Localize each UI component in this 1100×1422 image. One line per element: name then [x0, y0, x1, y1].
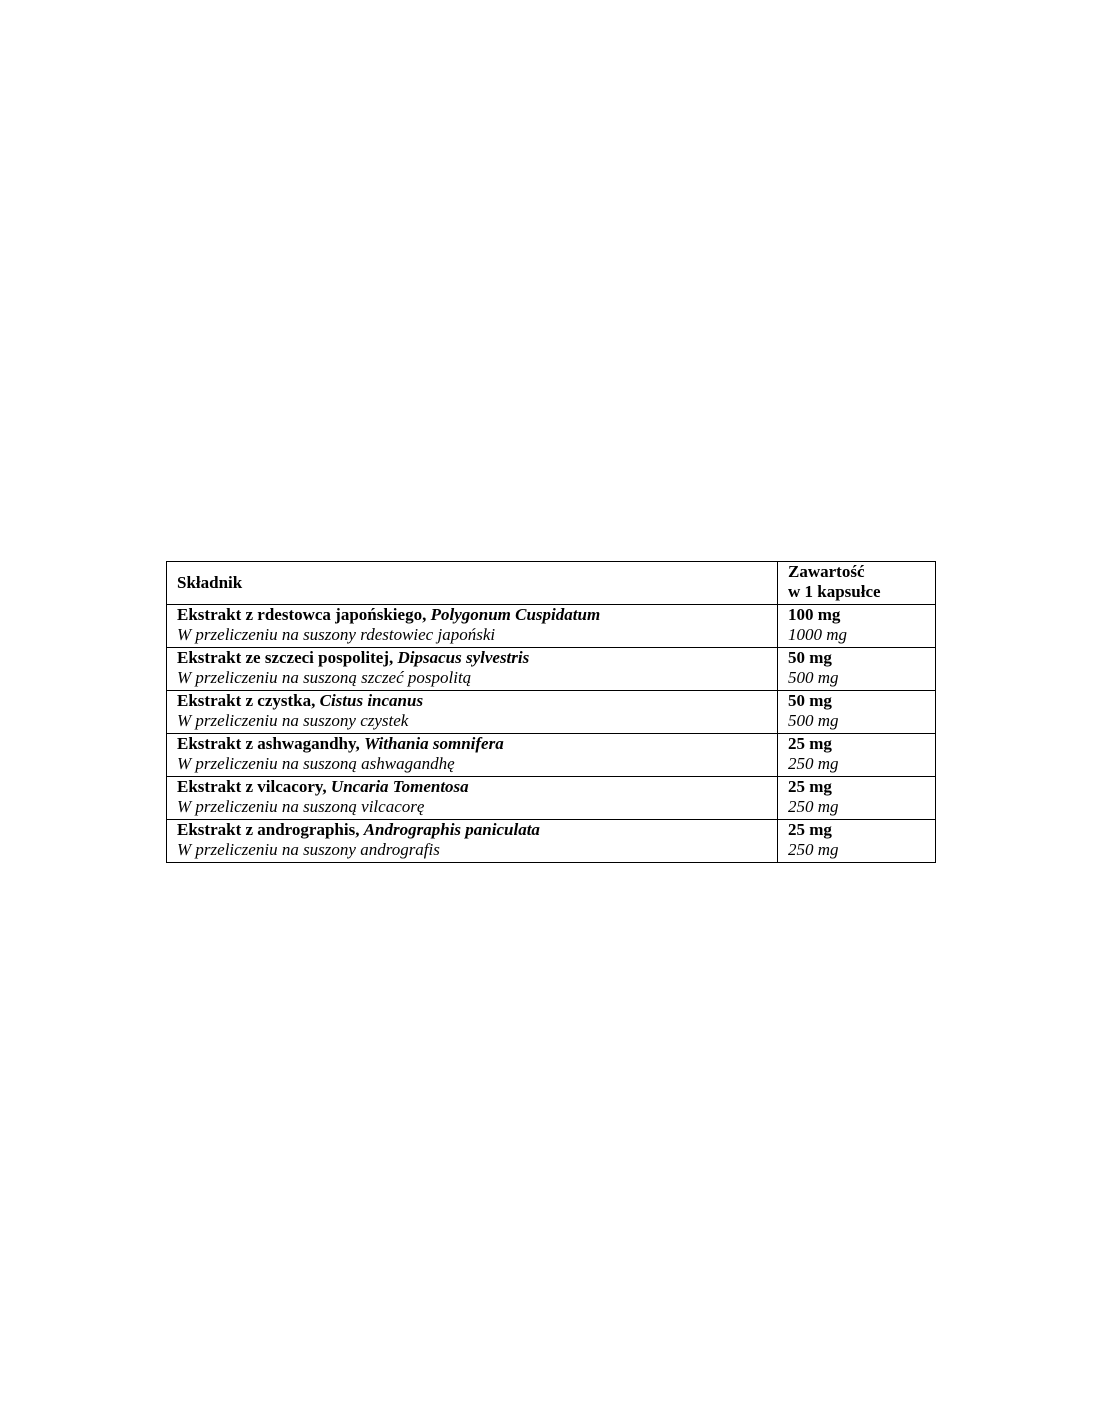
ingredient-name: Ekstrakt z rdestowca japońskiego,	[177, 605, 431, 624]
table-row	[167, 777, 936, 820]
ingredient-name: Ekstrakt ze szczeci pospolitej,	[177, 648, 398, 667]
amount-cell	[778, 820, 936, 863]
ingredient-cell	[167, 734, 778, 777]
amount-value: 25 mg	[788, 734, 832, 753]
header-ingredient: Składnik	[167, 562, 778, 605]
amount-value: 25 mg	[788, 777, 832, 796]
amount-value: 100 mg	[788, 605, 841, 624]
ingredient-latin-name: Withania somnifera	[364, 734, 504, 753]
ingredient-latin-name: Andrographis paniculata	[363, 820, 540, 839]
equivalent-value: 500 mg	[788, 668, 839, 687]
ingredient-note: W przeliczeniu na suszoną szczeć pospolitą	[177, 668, 472, 687]
amount-value: 50 mg	[788, 648, 832, 667]
table-row	[167, 605, 936, 648]
equivalent-value: 500 mg	[788, 711, 839, 730]
amount-value: 25 mg	[788, 820, 832, 839]
amount-cell	[778, 777, 936, 820]
table-row	[167, 691, 936, 734]
ingredient-latin-name: Dipsacus sylvestris	[397, 648, 530, 667]
table-row	[167, 734, 936, 777]
ingredient-note: W przeliczeniu na suszony czystek	[177, 711, 409, 730]
amount-cell	[778, 734, 936, 777]
table-row	[167, 648, 936, 691]
ingredient-latin-name: Polygonum Cuspidatum	[430, 605, 601, 624]
ingredient-cell	[167, 820, 778, 863]
header-content	[778, 562, 936, 605]
header-content-line2: w 1 kapsułce	[788, 582, 881, 601]
ingredient-name: Ekstrakt z czystka,	[177, 691, 320, 710]
equivalent-value: 1000 mg	[788, 625, 848, 644]
header-content-line1: Zawartość	[788, 562, 865, 581]
ingredient-latin-name: Cistus incanus	[319, 691, 424, 710]
ingredient-latin-name: Uncaria Tomentosa	[330, 777, 469, 796]
ingredient-note: W przeliczeniu na suszony andrografis	[177, 840, 440, 859]
ingredient-name: Ekstrakt z ashwagandhy,	[177, 734, 365, 753]
ingredient-note: W przeliczeniu na suszony rdestowiec japoński	[177, 625, 496, 644]
ingredient-name: Ekstrakt z vilcacory,	[177, 777, 331, 796]
ingredients-table	[166, 561, 936, 863]
ingredient-name: Ekstrakt z andrographis,	[177, 820, 364, 839]
table-header-row	[167, 562, 936, 605]
ingredient-cell	[167, 777, 778, 820]
amount-cell	[778, 605, 936, 648]
ingredient-note: W przeliczeniu na suszoną vilcacorę	[177, 797, 425, 816]
table-row	[167, 820, 936, 863]
amount-value: 50 mg	[788, 691, 832, 710]
equivalent-value: 250 mg	[788, 840, 839, 859]
ingredient-note: W przeliczeniu na suszoną ashwagandhę	[177, 754, 455, 773]
amount-cell	[778, 691, 936, 734]
ingredient-cell	[167, 605, 778, 648]
equivalent-value: 250 mg	[788, 754, 839, 773]
ingredient-cell	[167, 648, 778, 691]
ingredient-cell	[167, 691, 778, 734]
amount-cell	[778, 648, 936, 691]
equivalent-value: 250 mg	[788, 797, 839, 816]
